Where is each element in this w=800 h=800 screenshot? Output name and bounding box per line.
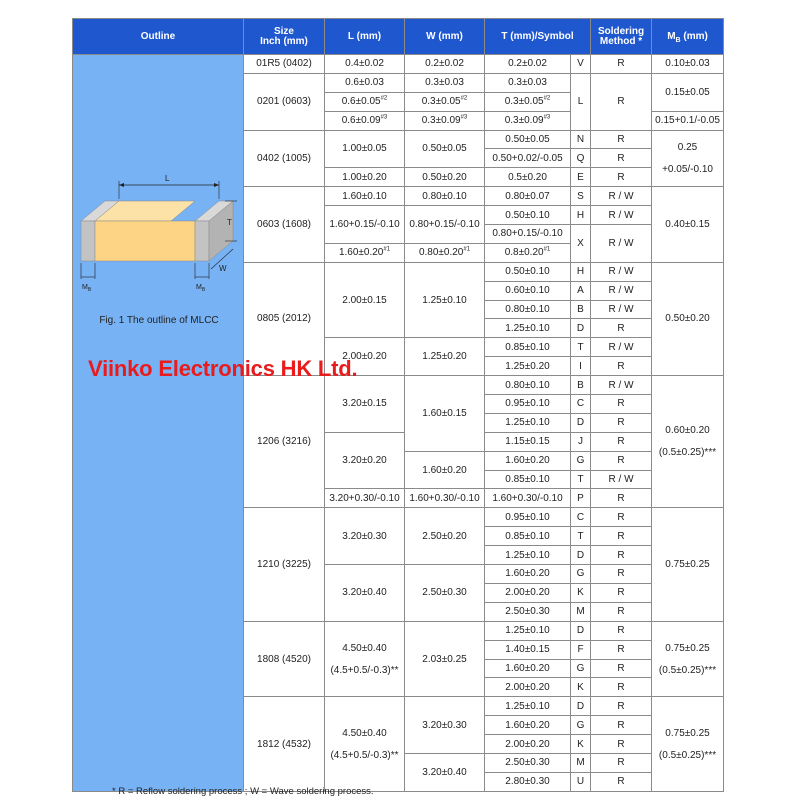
thickness-cell <box>485 92 571 111</box>
thickness-cell: 1.25±0.10 <box>485 621 571 640</box>
length-cell <box>325 697 405 791</box>
symbol-cell: T <box>571 338 591 357</box>
mb-cell: 0.10±0.03 <box>652 55 724 74</box>
thickness-cell: 1.25±0.10 <box>485 697 571 716</box>
length-value: 4.50±0.40 <box>342 727 387 739</box>
soldering-cell: R / W <box>591 470 652 489</box>
width-cell: 0.80+0.15/-0.10 <box>405 206 485 244</box>
footnote-mark: #1 <box>463 247 471 254</box>
outline-figure-cell <box>73 55 244 792</box>
length-cell: 3.20±0.20 <box>325 432 405 489</box>
thickness-cell: 0.2±0.02 <box>485 55 571 74</box>
symbol-cell: T <box>571 527 591 546</box>
length-cell: 3.20+0.30/-0.10 <box>325 489 405 508</box>
soldering-cell: R <box>591 772 652 791</box>
mlcc-dimensions-sheet <box>72 18 723 792</box>
header-soldering-line2: Method * <box>599 35 643 47</box>
soldering-cell: R / W <box>591 262 652 281</box>
thickness-cell: 1.60±0.20 <box>485 565 571 584</box>
length-cell <box>325 92 405 111</box>
width-value: 0.80±0.20 <box>418 247 464 259</box>
soldering-cell: R <box>591 527 652 546</box>
label-l: L <box>165 174 170 183</box>
width-value: 0.3±0.09 <box>421 115 461 127</box>
symbol-cell: N <box>571 130 591 149</box>
figure-caption: Fig. 1 The outline of MLCC <box>99 315 219 326</box>
footnote-mark: #1 <box>383 247 391 254</box>
label-w: W <box>219 264 227 273</box>
width-value: 0.3±0.05 <box>421 96 461 108</box>
thickness-cell: 2.00±0.20 <box>485 735 571 754</box>
size-cell: 1808 (4520) <box>244 621 325 697</box>
thickness-cell: 0.3±0.03 <box>485 73 571 92</box>
header-row <box>73 19 724 55</box>
symbol-cell: J <box>571 432 591 451</box>
header-mb <box>652 19 724 55</box>
mb-alternate: (0.5±0.25)*** <box>658 749 717 761</box>
thickness-cell: 1.15±0.15 <box>485 432 571 451</box>
mb-cell: 0.15+0.1/-0.05 <box>652 111 724 130</box>
soldering-cell: R <box>591 716 652 735</box>
label-t: T <box>227 218 232 227</box>
symbol-cell: G <box>571 659 591 678</box>
length-cell: 3.20±0.30 <box>325 508 405 565</box>
length-cell: 1.00±0.20 <box>325 168 405 187</box>
thickness-cell: 1.60+0.30/-0.10 <box>485 489 571 508</box>
soldering-cell: R / W <box>591 300 652 319</box>
length-cell: 1.60+0.15/-0.10 <box>325 206 405 244</box>
thickness-cell: 0.95±0.10 <box>485 508 571 527</box>
thickness-cell: 2.80±0.30 <box>485 772 571 791</box>
mb-cell <box>652 621 724 697</box>
symbol-cell: G <box>571 451 591 470</box>
thickness-cell: 0.80±0.07 <box>485 187 571 206</box>
soldering-cell: R <box>591 55 652 74</box>
mb-cell: 0.75±0.25 <box>652 508 724 621</box>
width-cell: 0.2±0.02 <box>405 55 485 74</box>
width-cell: 3.20±0.40 <box>405 753 485 791</box>
length-cell <box>325 621 405 697</box>
header-soldering-line1: Soldering <box>597 25 645 37</box>
soldering-cell: R <box>591 413 652 432</box>
thickness-value: 0.3±0.09 <box>504 115 544 127</box>
footnote-mark: #2 <box>380 95 388 102</box>
mb-cell <box>652 697 724 791</box>
length-cell: 3.20±0.15 <box>325 376 405 433</box>
soldering-cell: R <box>591 130 652 149</box>
symbol-cell: A <box>571 281 591 300</box>
label-mb-right <box>196 284 206 293</box>
symbol-cell: B <box>571 300 591 319</box>
soldering-cell: R <box>591 149 652 168</box>
chip-front-terminal-left <box>81 221 95 261</box>
mb-cell: 0.40±0.15 <box>652 187 724 263</box>
soldering-cell: R <box>591 583 652 602</box>
symbol-cell: F <box>571 640 591 659</box>
soldering-cell: R <box>591 489 652 508</box>
symbol-cell: D <box>571 697 591 716</box>
soldering-cell: R <box>591 640 652 659</box>
footnote-mark: #3 <box>380 114 388 121</box>
header-size <box>244 19 325 55</box>
thickness-cell: 0.85±0.10 <box>485 527 571 546</box>
footnote-mark: #2 <box>543 95 551 102</box>
thickness-cell: 1.60±0.20 <box>485 659 571 678</box>
width-cell: 1.60+0.30/-0.10 <box>405 489 485 508</box>
soldering-cell: R <box>591 659 652 678</box>
header-thickness-symbol: T (mm)/Symbol <box>485 19 591 55</box>
thickness-cell: 0.50±0.05 <box>485 130 571 149</box>
width-cell: 1.25±0.10 <box>405 262 485 338</box>
mb-tolerance: +0.05/-0.10 <box>662 163 713 175</box>
symbol-cell: I <box>571 357 591 376</box>
symbol-cell: V <box>571 55 591 74</box>
soldering-footnote: * R = Reflow soldering process ; W = Wave soldering process. <box>112 786 374 797</box>
thickness-cell: 0.85±0.10 <box>485 338 571 357</box>
soldering-cell: R <box>591 546 652 565</box>
soldering-cell: R <box>591 73 652 130</box>
thickness-cell: 2.50±0.30 <box>485 753 571 772</box>
soldering-cell: R / W <box>591 376 652 395</box>
length-cell: 1.00±0.05 <box>325 130 405 168</box>
soldering-cell: R <box>591 735 652 754</box>
footnote-mark: #2 <box>460 95 468 102</box>
soldering-cell: R <box>591 168 652 187</box>
length-cell: 0.4±0.02 <box>325 55 405 74</box>
mb-value: 0.60±0.20 <box>665 425 710 437</box>
thickness-value: 0.3±0.05 <box>504 96 544 108</box>
footnote-mark: #1 <box>543 247 551 254</box>
size-cell: 1812 (4532) <box>244 697 325 791</box>
length-cell: 3.20±0.40 <box>325 565 405 622</box>
size-cell: 0805 (2012) <box>244 262 325 375</box>
thickness-cell: 0.50±0.10 <box>485 262 571 281</box>
header-width: W (mm) <box>405 19 485 55</box>
soldering-cell: R <box>591 508 652 527</box>
length-cell: 2.00±0.15 <box>325 262 405 338</box>
width-cell: 1.60±0.20 <box>405 451 485 489</box>
mb-value: 0.75±0.25 <box>665 727 710 739</box>
soldering-cell: R <box>591 621 652 640</box>
chip-front-terminal-right <box>195 221 209 261</box>
width-cell <box>405 92 485 111</box>
length-alternate: (4.5+0.5/-0.3)** <box>330 664 399 676</box>
thickness-cell: 1.25±0.10 <box>485 546 571 565</box>
header-outline: Outline <box>73 19 244 55</box>
length-cell: 2.00±0.20 <box>325 338 405 376</box>
mb-value: 0.25 <box>677 141 698 153</box>
thickness-cell <box>485 243 571 262</box>
thickness-cell: 2.00±0.20 <box>485 583 571 602</box>
thickness-value: 0.8±0.20 <box>504 247 544 259</box>
length-value: 0.6±0.09 <box>341 115 381 127</box>
width-cell <box>405 111 485 130</box>
thickness-cell: 0.50+0.02/-0.05 <box>485 149 571 168</box>
header-mb-subscript: B <box>675 36 681 44</box>
thickness-cell: 1.60±0.20 <box>485 716 571 735</box>
width-cell: 1.25±0.20 <box>405 338 485 376</box>
soldering-cell: R / W <box>591 225 652 263</box>
thickness-cell: 0.80±0.10 <box>485 300 571 319</box>
symbol-cell: S <box>571 187 591 206</box>
soldering-cell: R / W <box>591 187 652 206</box>
mb-value: 0.75±0.25 <box>665 642 710 654</box>
thickness-cell: 1.25±0.20 <box>485 357 571 376</box>
symbol-cell: P <box>571 489 591 508</box>
symbol-cell: C <box>571 508 591 527</box>
length-value: 1.60±0.20 <box>338 247 384 259</box>
symbol-cell: H <box>571 206 591 225</box>
soldering-cell: R <box>591 565 652 584</box>
length-cell: 1.60±0.10 <box>325 187 405 206</box>
header-soldering-method <box>591 19 652 55</box>
mb-cell <box>652 130 724 187</box>
header-length: L (mm) <box>325 19 405 55</box>
header-mb-prefix: M <box>667 30 676 42</box>
symbol-cell: G <box>571 565 591 584</box>
soldering-cell: R <box>591 753 652 772</box>
symbol-cell: G <box>571 716 591 735</box>
mb-cell: 0.15±0.05 <box>652 73 724 111</box>
symbol-cell: T <box>571 470 591 489</box>
soldering-cell: R <box>591 432 652 451</box>
label-mb-left-main: M <box>82 284 88 291</box>
soldering-cell: R <box>591 357 652 376</box>
mb-cell <box>652 376 724 508</box>
symbol-cell: E <box>571 168 591 187</box>
width-cell: 0.50±0.20 <box>405 168 485 187</box>
length-cell: 0.6±0.03 <box>325 73 405 92</box>
size-cell: 0201 (0603) <box>244 73 325 130</box>
symbol-cell: L <box>571 73 591 130</box>
soldering-cell: R <box>591 602 652 621</box>
size-cell: 1210 (3225) <box>244 508 325 621</box>
length-value: 4.50±0.40 <box>342 642 387 654</box>
dimensions-table <box>72 18 724 792</box>
footnote-mark: #3 <box>460 114 468 121</box>
symbol-cell: U <box>571 772 591 791</box>
thickness-cell: 2.50±0.30 <box>485 602 571 621</box>
mb-cell: 0.50±0.20 <box>652 262 724 375</box>
thickness-cell <box>485 111 571 130</box>
label-mb-right-main: M <box>196 284 202 291</box>
symbol-cell: M <box>571 602 591 621</box>
soldering-cell: R / W <box>591 281 652 300</box>
symbol-cell: K <box>571 735 591 754</box>
thickness-cell: 0.85±0.10 <box>485 470 571 489</box>
symbol-cell: B <box>571 376 591 395</box>
thickness-cell: 0.80+0.15/-0.10 <box>485 225 571 244</box>
thickness-cell: 0.60±0.10 <box>485 281 571 300</box>
thickness-cell: 1.25±0.10 <box>485 319 571 338</box>
width-cell: 0.80±0.10 <box>405 187 485 206</box>
length-alternate: (4.5+0.5/-0.3)** <box>330 749 399 761</box>
mb-alternate: (0.5±0.25)*** <box>658 447 717 459</box>
header-size-line1: Size <box>273 25 294 37</box>
width-cell: 0.50±0.05 <box>405 130 485 168</box>
soldering-cell: R <box>591 451 652 470</box>
length-cell <box>325 111 405 130</box>
mlcc-outline-figure <box>77 173 237 353</box>
size-cell: 0603 (1608) <box>244 187 325 263</box>
size-cell: 1206 (3216) <box>244 376 325 508</box>
thickness-cell: 0.5±0.20 <box>485 168 571 187</box>
label-mb-left <box>82 284 92 293</box>
mb-alternate: (0.5±0.25)*** <box>658 664 717 676</box>
thickness-cell: 1.60±0.20 <box>485 451 571 470</box>
soldering-cell: R / W <box>591 338 652 357</box>
symbol-cell: Q <box>571 149 591 168</box>
width-cell: 2.50±0.30 <box>405 565 485 622</box>
width-cell: 2.50±0.20 <box>405 508 485 565</box>
chip-front-body <box>95 221 195 261</box>
thickness-cell: 1.40±0.15 <box>485 640 571 659</box>
width-cell: 3.20±0.30 <box>405 697 485 754</box>
length-arrow-right <box>214 183 219 187</box>
header-mb-unit: (mm) <box>680 30 708 42</box>
thickness-cell: 0.95±0.10 <box>485 395 571 414</box>
symbol-cell: M <box>571 753 591 772</box>
symbol-cell: K <box>571 583 591 602</box>
symbol-cell: H <box>571 262 591 281</box>
symbol-cell: K <box>571 678 591 697</box>
width-cell: 2.03±0.25 <box>405 621 485 697</box>
mlcc-chip-drawing <box>77 173 237 293</box>
size-cell: 0402 (1005) <box>244 130 325 187</box>
size-cell: 01R5 (0402) <box>244 55 325 74</box>
length-cell <box>325 243 405 262</box>
width-cell: 0.3±0.03 <box>405 73 485 92</box>
symbol-cell: D <box>571 546 591 565</box>
thickness-cell: 0.50±0.10 <box>485 206 571 225</box>
symbol-cell: D <box>571 319 591 338</box>
symbol-cell: D <box>571 621 591 640</box>
soldering-cell: R <box>591 678 652 697</box>
thickness-cell: 1.25±0.10 <box>485 413 571 432</box>
length-arrow-left <box>119 183 124 187</box>
width-cell <box>405 243 485 262</box>
header-size-line2: Inch (mm) <box>260 35 308 47</box>
symbol-cell: D <box>571 413 591 432</box>
label-mb-left-sub: B <box>87 287 92 293</box>
soldering-cell: R <box>591 697 652 716</box>
soldering-cell: R <box>591 319 652 338</box>
thickness-cell: 2.00±0.20 <box>485 678 571 697</box>
symbol-cell: X <box>571 225 591 263</box>
width-cell: 1.60±0.15 <box>405 376 485 452</box>
thickness-cell: 0.80±0.10 <box>485 376 571 395</box>
length-value: 0.6±0.05 <box>341 96 381 108</box>
symbol-cell: C <box>571 395 591 414</box>
table-row <box>73 55 724 74</box>
label-mb-right-sub: B <box>201 287 206 293</box>
footnote-mark: #3 <box>543 114 551 121</box>
soldering-cell: R / W <box>591 206 652 225</box>
soldering-cell: R <box>591 395 652 414</box>
company-watermark: Viinko Electronics HK Ltd. <box>88 356 358 381</box>
